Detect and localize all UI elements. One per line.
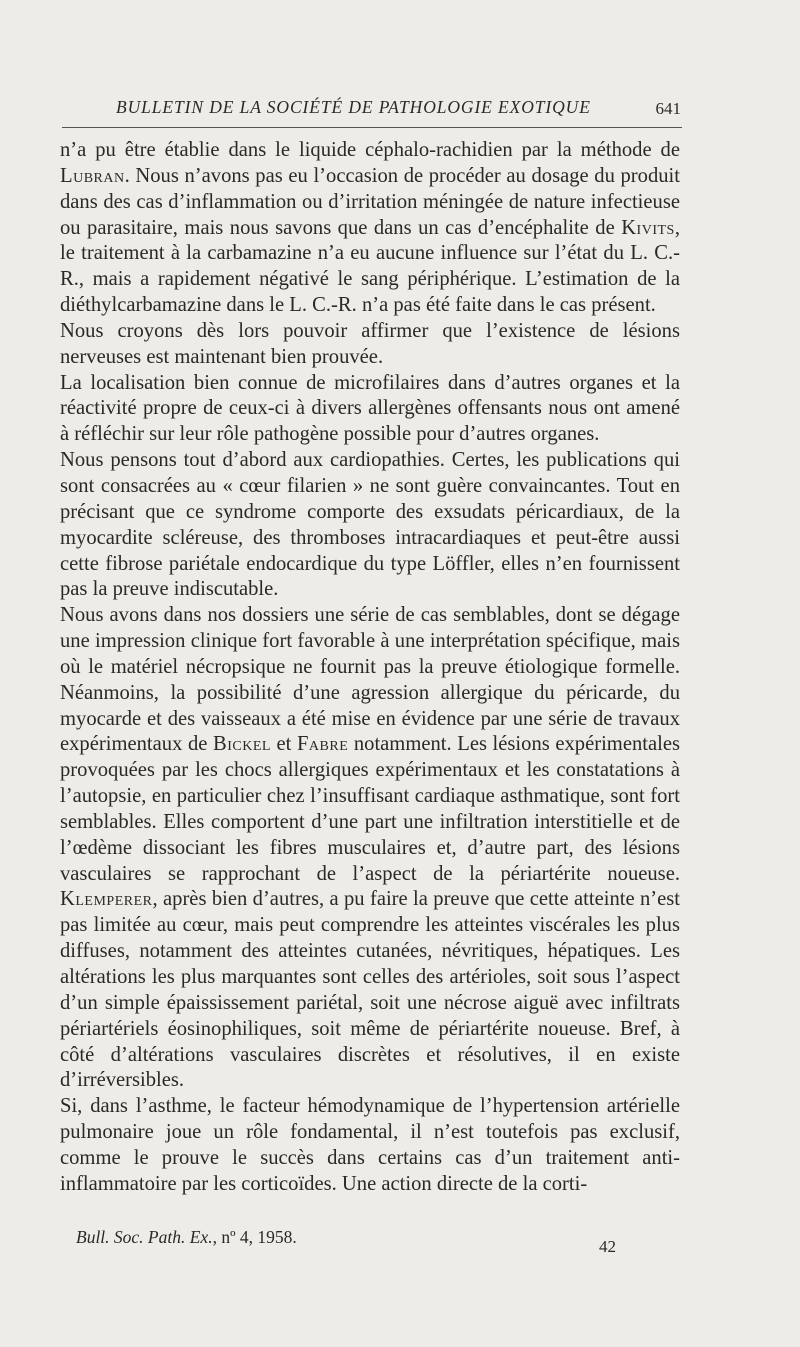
paragraph-6: Si, dans l’asthme, le facteur hémodynamique de l’hypertension artérielle pulmonaire joue un rôle fondamental, il n’est toutefois pas exclusif, comme le prouve le succès dans certains cas d’un traitement anti-inflammatoire par les corticoïdes. Une action directe de la corti-: [60, 1095, 680, 1195]
text-run: , après bien d’autres, a pu faire la preuve que cette atteinte n’est pas limitée au cœur, mais peut comprendre les atteintes viscérales les plus diffuses, notamment des atteintes cutanées, névritiques, hépatiques. Les altérations les plus marquantes sont celles des artérioles, soit sous l’aspect d’un simple épaississement pariétal, soit une nécrose aiguë avec infiltrats périartériels éosinophiliques, soit même de périartérite noueuse. Bref, à côté d’altérations vasculaires discrètes et résolutives, il en existe d’irréversibles.: [60, 888, 680, 1092]
paragraph-2: Nous croyons dès lors pouvoir affirmer que l’existence de lésions nerveuses est maintenant bien prouvée.: [60, 319, 680, 368]
body-text: [60, 138, 680, 1198]
page-number: 641: [655, 99, 681, 118]
paragraph-4: Nous pensons tout d’abord aux cardiopathies. Certes, les publications qui sont consacrées au « cœur filarien » ne sont guère convaincantes. Tout en précisant que ce syndrome comporte des exsudats péricardiaux, de la myocardite scléreuse, des thromboses intracardiaques et peut-être aussi cette fibrose pariétale endocardique du type Löffler, elles n’en fournissent pas la preuve indiscutable.: [60, 449, 680, 601]
text-run: n’a pu être établie dans le liquide céphalo-rachidien par la méthode de: [60, 139, 680, 161]
journal-issue: , nº 4, 1958.: [212, 1227, 297, 1247]
paragraph-5: [60, 603, 680, 1094]
author-name: Klemperer: [60, 888, 153, 911]
author-name: Fabre: [296, 733, 349, 756]
running-title: BULLETIN DE LA SOCIÉTÉ DE PATHOLOGIE EXOTIQUE: [116, 97, 591, 117]
author-name: Kivits: [621, 216, 675, 239]
text-run: notamment. Les lésions expérimentales provoquées par les chocs allergiques expérimentaux et les constatations à l’autopsie, en particulier chez l’insuffisant cardiaque asthmatique, sont fort semblables. Elles comportent d’une part une infiltration interstitielle et de l’œdème dissociant les fibres musculaires et, d’autre part, des lésions vasculaires se rapprochant de l’aspect de la périartérite noueuse.: [60, 733, 680, 885]
signature-mark: 42: [599, 1237, 616, 1256]
journal-abbrev: Bull. Soc. Path. Ex.: [76, 1227, 213, 1247]
author-name: Lubran: [60, 164, 125, 187]
header-rule: [62, 127, 682, 128]
paragraph-1: [60, 138, 680, 319]
journal-citation: [76, 1227, 297, 1248]
text-run: , le traitement à la carbamazine n’a eu aucune influence sur l’état du L. C.-R., mais a rapidement négativé le sang périphérique. L’estimation de la diéthylcarbamazine dans le L. C.-R. n’a pas été faite dans le cas présent.: [60, 216, 680, 317]
text-run: et: [270, 733, 297, 756]
paragraph-3: La localisation bien connue de microfilaires dans d’autres organes et la réactivité propre de ceux-ci à divers allergènes offensants nous ont amené à réfléchir sur leur rôle pathogène possible pour d’autres organes.: [60, 371, 680, 446]
page-header: [113, 97, 681, 125]
text-run: . Nous n’avons pas eu l’occasion de procéder au dosage du produit dans des cas d’inflammation ou d’irritation méningée de nature infectieuse ou parasitaire, mais nous savons que dans un cas d’encéphalite de: [60, 164, 680, 239]
text-run: Nous avons dans nos dossiers une série de cas semblables, dont se dégage une impression clinique fort favorable à une interprétation spécifique, mais où le matériel nécropsique ne fournit pas la preuve étiologique formelle. Néanmoins, la possibilité d’une agression allergique du péricarde, du myocarde et des vaisseaux a été mise en évidence par une série de travaux expérimentaux de: [60, 604, 680, 756]
author-name: Bickel: [212, 733, 271, 756]
page-footer: [76, 1227, 616, 1256]
